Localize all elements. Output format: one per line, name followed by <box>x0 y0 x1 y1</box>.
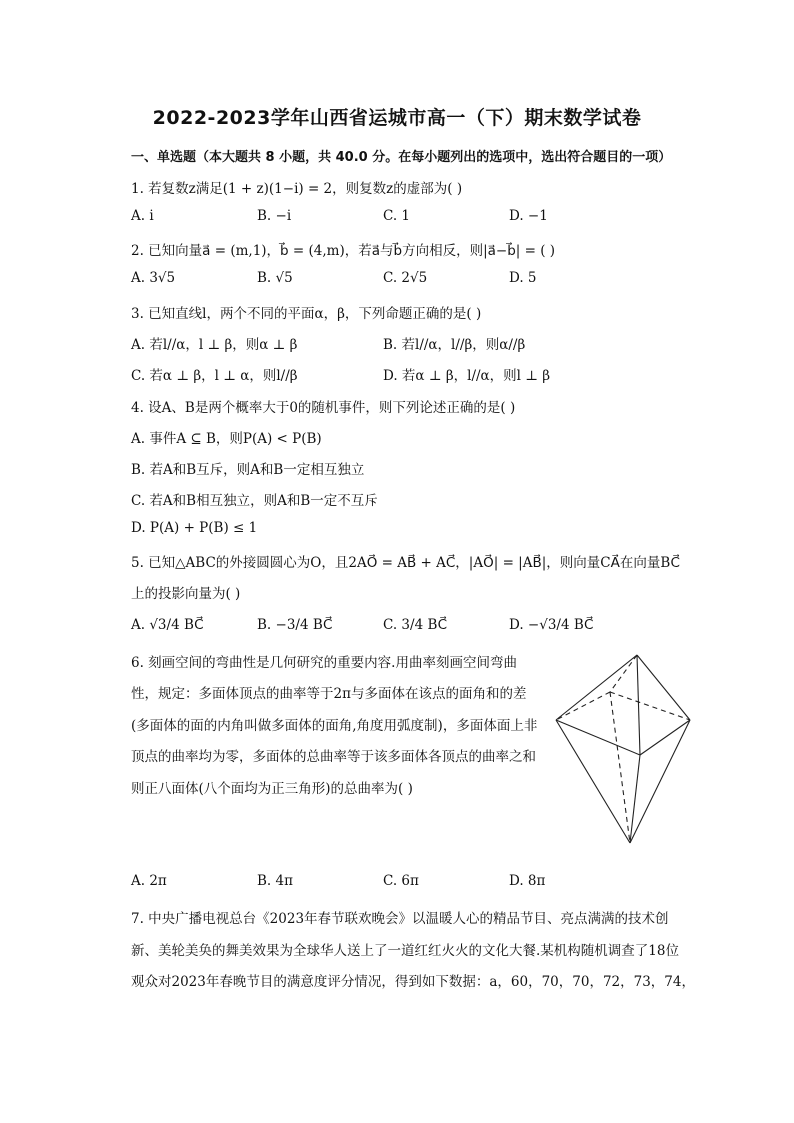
q7-line-1: 7. 中央广播电视总台《2023年春节联欢晚会》以温暖人心的精品节目、亮点满满的技术创 <box>131 911 669 927</box>
edge <box>637 655 640 755</box>
q2-option-b: B. √5 <box>257 270 293 286</box>
q1-option-a: A. i <box>131 208 154 224</box>
q3-option-d: D. 若α ⊥ β，l//α，则l ⊥ β <box>383 368 551 384</box>
edge <box>556 720 630 843</box>
q3-option-a: A. 若l//α，l ⊥ β，则α ⊥ β <box>131 337 298 353</box>
q2-option-c: C. 2√5 <box>383 270 428 286</box>
q3-option-c: C. 若α ⊥ β，l ⊥ α，则l//β <box>131 368 298 384</box>
edge <box>630 755 640 843</box>
q6-line-2: 性，规定：多面体顶点的曲率等于2π与多面体在该点的面角和的差 <box>131 686 527 703</box>
q2-option-a: A. 3√5 <box>131 270 176 286</box>
q6-option-a: A. 2π <box>131 873 167 889</box>
section-heading: 一、单选题（本大题共 8 小题，共 40.0 分。在每小题列出的选项中，选出符合题目的一项） <box>131 150 672 165</box>
q3-option-b: B. 若l//α，l//β，则α//β <box>383 337 526 353</box>
q5-option-a: A. √3/4 BC⃗ <box>131 617 204 633</box>
q1-option-b: B. −i <box>257 208 292 224</box>
q1-option-d: D. −1 <box>509 208 548 224</box>
q6-option-c: C. 6π <box>383 873 419 889</box>
q6-line-4: 顶点的曲率均为零，多面体的总曲率等于该多面体各顶点的曲率之和 <box>131 749 536 766</box>
q5-option-d: D. −√3/4 BC⃗ <box>509 617 594 633</box>
q6-option-b: B. 4π <box>257 873 293 889</box>
question-1-stem: 1. 若复数z满足(1 + z)(1−i) = 2，则复数z的虚部为( ) <box>131 181 463 197</box>
question-7-stem <box>131 904 701 999</box>
edge <box>640 720 690 755</box>
question-3-stem: 3. 已知直线l，两个不同的平面α，β，下列命题正确的是( ) <box>131 306 482 322</box>
page-title: 2022-2023学年山西省运城市高一（下）期末数学试卷 <box>152 107 642 129</box>
q1-option-c: C. 1 <box>383 208 411 224</box>
q7-line-3: 观众对2023年春晚节目的满意度评分情况，得到如下数据：a，60，70，70，72，73，74， <box>131 974 695 990</box>
hidden-edge <box>556 692 610 720</box>
question-6-stem <box>131 648 551 805</box>
q6-line-3: (多面体的面的内角叫做多面体的面角,角度用弧度制)，多面体面上非 <box>131 717 538 734</box>
q4-option-d: D. P(A) + P(B) ≤ 1 <box>131 520 258 536</box>
edge <box>556 655 637 720</box>
question-5-stem-cont: 上的投影向量为( ) <box>131 586 241 602</box>
octahedron-figure <box>552 650 694 850</box>
q5-option-c: C. 3/4 BC⃗ <box>383 617 448 633</box>
q2-option-d: D. 5 <box>509 270 537 286</box>
q6-line-1: 6. 刻画空间的弯曲性是几何研究的重要内容.用曲率刻画空间弯曲 <box>131 655 517 671</box>
question-4-stem: 4. 设A、B是两个概率大于0的随机事件，则下列论述正确的是( ) <box>131 400 516 416</box>
question-2-stem: 2. 已知向量a⃗ = (m,1)，b⃗ = (4,m)，若a⃗与b⃗方向相反，则|a⃗−b⃗| = ( ) <box>131 243 556 259</box>
q4-option-b: B. 若A和B互斥，则A和B一定相互独立 <box>131 462 365 478</box>
question-5-stem: 5. 已知△ABC的外接圆圆心为O，且2AO⃗ = AB⃗ + AC⃗，|AO⃗| = |AB⃗|，则向量CA⃗在向量BC⃗ <box>131 555 680 571</box>
q6-option-d: D. 8π <box>509 873 546 889</box>
q6-line-5: 则正八面体(八个面均为正三角形)的总曲率为( ) <box>131 780 413 797</box>
q4-option-c: C. 若A和B相互独立，则A和B一定不互斥 <box>131 493 378 509</box>
q4-option-a: A. 事件A ⊆ B，则P(A) < P(B) <box>131 431 322 447</box>
q7-line-2: 新、美轮美奂的舞美效果为全球华人送上了一道红红火火的文化大餐.某机构随机调查了18位 <box>131 942 679 959</box>
q5-option-b: B. −3/4 BC⃗ <box>257 617 333 633</box>
edge <box>556 720 640 755</box>
hidden-edge <box>610 692 630 843</box>
